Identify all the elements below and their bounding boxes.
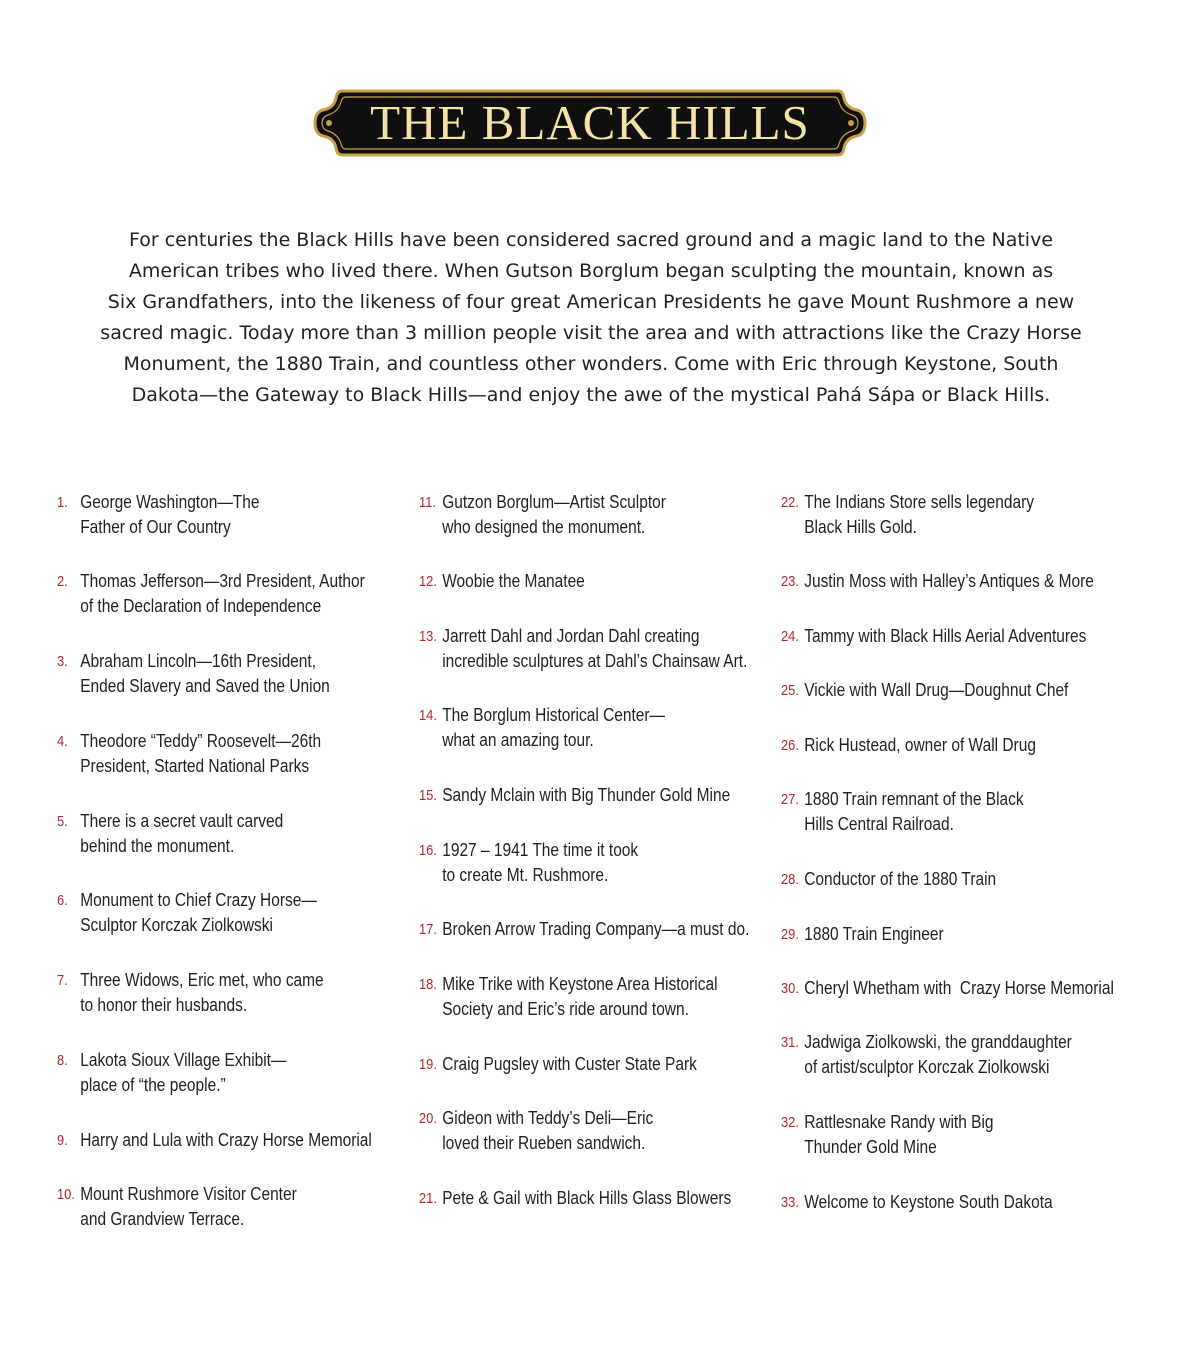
credit-number: 2. — [57, 573, 68, 590]
credit-number: 3. — [57, 653, 68, 670]
intro-line: Dakota—the Gateway to Black Hills—and enjoy the awe of the mystical Pahá Sápa or Black Hills. — [131, 384, 1051, 406]
credit-text: Welcome to Keystone South Dakota — [804, 1192, 1053, 1212]
credit-text: Lakota Sioux Village Exhibit— place of “the people.” — [80, 1050, 287, 1095]
credit-number: 33. — [781, 1194, 799, 1211]
credit-text: Vickie with Wall Drug—Doughnut Chef — [804, 680, 1069, 700]
credit-text: Gutzon Borglum—Artist Sculptor who designed the monument. — [442, 492, 666, 537]
credit-text: The Indians Store sells legendary Black Hills Gold. — [804, 492, 1034, 537]
credit-text: 1927 – 1941 The time it took to create Mt. Rushmore. — [442, 840, 639, 885]
credit-number: 23. — [781, 573, 799, 590]
credit-number: 8. — [57, 1052, 68, 1069]
credit-number: 12. — [419, 573, 437, 590]
credit-text: Mount Rushmore Visitor Center and Grandview Terrace. — [80, 1184, 297, 1229]
credit-text: Jarrett Dahl and Jordan Dahl creating incredible sculptures at Dahl’s Chainsaw Art. — [442, 626, 748, 671]
credit-number: 10. — [57, 1186, 75, 1203]
intro-line: Monument, the 1880 Train, and countless other wonders. Come with Eric through Keystone, South — [123, 353, 1059, 375]
credit-number: 14. — [419, 707, 437, 724]
intro-line: American tribes who lived there. When Gutson Borglum began sculpting the mountain, known as — [128, 260, 1054, 282]
credit-number: 27. — [781, 791, 799, 808]
credit-number: 32. — [781, 1114, 799, 1131]
credit-number: 28. — [781, 871, 799, 888]
credit-text: Craig Pugsley with Custer State Park — [442, 1054, 697, 1074]
credit-number: 7. — [57, 972, 68, 989]
credit-text: Justin Moss with Halley’s Antiques & More — [804, 571, 1094, 591]
credit-text: Woobie the Manatee — [442, 571, 585, 591]
intro-line: Six Grandfathers, into the likeness of four great American Presidents he gave Mount Rushmore a new — [107, 291, 1075, 313]
intro-paragraph — [88, 225, 1094, 411]
credit-text: Three Widows, Eric met, who came to honor their husbands. — [80, 970, 324, 1015]
credit-text: Theodore “Teddy” Roosevelt—26th President, Started National Parks — [80, 731, 322, 776]
credit-number: 21. — [419, 1190, 437, 1207]
credit-number: 29. — [781, 926, 799, 943]
credit-number: 24. — [781, 628, 799, 645]
credit-number: 16. — [419, 842, 437, 859]
credit-number: 11. — [419, 494, 436, 511]
credit-number: 30. — [781, 980, 799, 997]
credit-text: There is a secret vault carved behind the monument. — [80, 811, 284, 856]
credit-text: Mike Trike with Keystone Area Historical Society and Eric’s ride around town. — [442, 974, 718, 1019]
credit-text: Jadwiga Ziolkowski, the granddaughter of artist/sculptor Korczak Ziolkowski — [804, 1032, 1072, 1077]
credit-number: 13. — [419, 628, 437, 645]
credit-number: 31. — [781, 1034, 799, 1051]
credit-number: 1. — [57, 494, 68, 511]
credit-number: 5. — [57, 813, 68, 830]
credit-text: Monument to Chief Crazy Horse— Sculptor Korczak Ziolkowski — [80, 890, 317, 935]
credit-number: 22. — [781, 494, 799, 511]
credit-text: Sandy Mclain with Big Thunder Gold Mine — [442, 785, 731, 805]
credit-text: Gideon with Teddy’s Deli—Eric loved their Rueben sandwich. — [442, 1108, 654, 1153]
credit-number: 25. — [781, 682, 799, 699]
intro-line: sacred magic. Today more than 3 million people visit the area and with attractions like the Crazy Horse — [100, 322, 1082, 344]
page-title: THE BLACK HILLS — [370, 95, 810, 150]
credit-text: Conductor of the 1880 Train — [804, 869, 997, 889]
credit-text: 1880 Train remnant of the Black Hills Central Railroad. — [804, 789, 1024, 834]
credit-number: 20. — [419, 1110, 437, 1127]
title-plaque — [312, 88, 868, 158]
credit-number: 18. — [419, 976, 437, 993]
credit-number: 17. — [419, 921, 437, 938]
credit-text: Harry and Lula with Crazy Horse Memorial — [80, 1130, 372, 1150]
credit-number: 6. — [57, 892, 68, 909]
credit-text: The Borglum Historical Center— what an amazing tour. — [442, 705, 666, 750]
credit-number: 9. — [57, 1132, 68, 1149]
credit-text: Rattlesnake Randy with Big Thunder Gold Mine — [804, 1112, 994, 1157]
credit-text: Tammy with Black Hills Aerial Adventures — [804, 626, 1087, 646]
credit-text: Abraham Lincoln—16th President, Ended Slavery and Saved the Union — [80, 651, 330, 696]
credit-text: Rick Hustead, owner of Wall Drug — [804, 735, 1036, 755]
credit-text: George Washington—The Father of Our Country — [80, 492, 260, 537]
credit-number: 19. — [419, 1056, 437, 1073]
credit-text: Broken Arrow Trading Company—a must do. — [442, 919, 750, 939]
credit-text: Pete & Gail with Black Hills Glass Blowers — [442, 1188, 732, 1208]
credit-number: 4. — [57, 733, 68, 750]
credit-text: 1880 Train Engineer — [804, 924, 944, 944]
credit-number: 15. — [419, 787, 437, 804]
credit-text: Cheryl Whetham with Crazy Horse Memorial — [804, 978, 1114, 998]
credit-text: Thomas Jefferson—3rd President, Author of the Declaration of Independence — [80, 571, 365, 616]
intro-line: For centuries the Black Hills have been considered sacred ground and a magic land to the Native — [128, 229, 1054, 251]
credit-number: 26. — [781, 737, 799, 754]
